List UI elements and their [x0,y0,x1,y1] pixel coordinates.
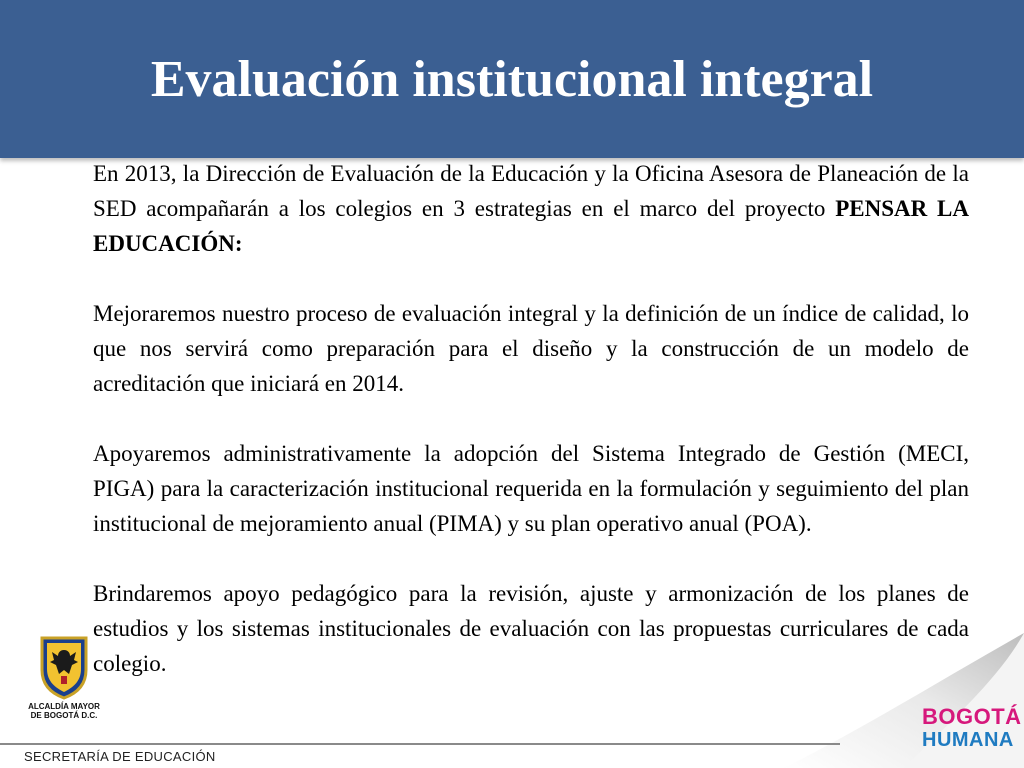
paragraph-intro [93,156,969,261]
footer-department: SECRETARÍA DE EDUCACIÓN [24,749,216,764]
footer-divider [0,743,840,745]
paragraph-strategy-1: Mejoraremos nuestro proceso de evaluación integral y la definición de un índice de calidad, lo que nos servirá como preparación para el diseño y la construcción de un modelo de acreditación que iniciará en 2014. [93,301,969,396]
crest-caption-line2: DE BOGOTÁ D.C. [30,711,98,720]
paragraph-strategy-3: Brindaremos apoyo pedagógico para la revisión, ajuste y armonización de los planes de estudios y los sistemas institucionales de evaluación con las propuestas curriculares de cada colegio. [93,581,969,676]
bogota-humana-logo [922,704,1022,755]
title-bar [0,0,1024,158]
logo-line-1: BOGOTÁ [922,704,1022,729]
paragraph-strategy-2: Apoyaremos administrativamente la adopción del Sistema Integrado de Gestión (MECI, PIGA) para la caracterización institucional requerida en la formulación y seguimiento del plan institucional de mejoramiento anual (PIMA) y su plan operativo anual (POA). [93,441,969,536]
logo-line-2: HUMANA [922,729,1014,751]
alcaldia-logo [14,636,114,732]
crest-caption-line1: ALCALDÍA MAYOR [28,702,100,711]
slide-body [93,156,969,681]
slide-title: Evaluación institucional integral [150,51,874,108]
bogota-crest-icon [39,636,89,700]
crest-caption [14,702,114,720]
paragraph-intro-text: En 2013, la Dirección de Evaluación de la Educación y la Oficina Asesora de Planeación de la SED acompañarán a los colegios en 3 estrategias en el marco del proyecto [93,161,969,221]
project-name: PENSAR LA EDUCACIÓN: [93,196,969,256]
